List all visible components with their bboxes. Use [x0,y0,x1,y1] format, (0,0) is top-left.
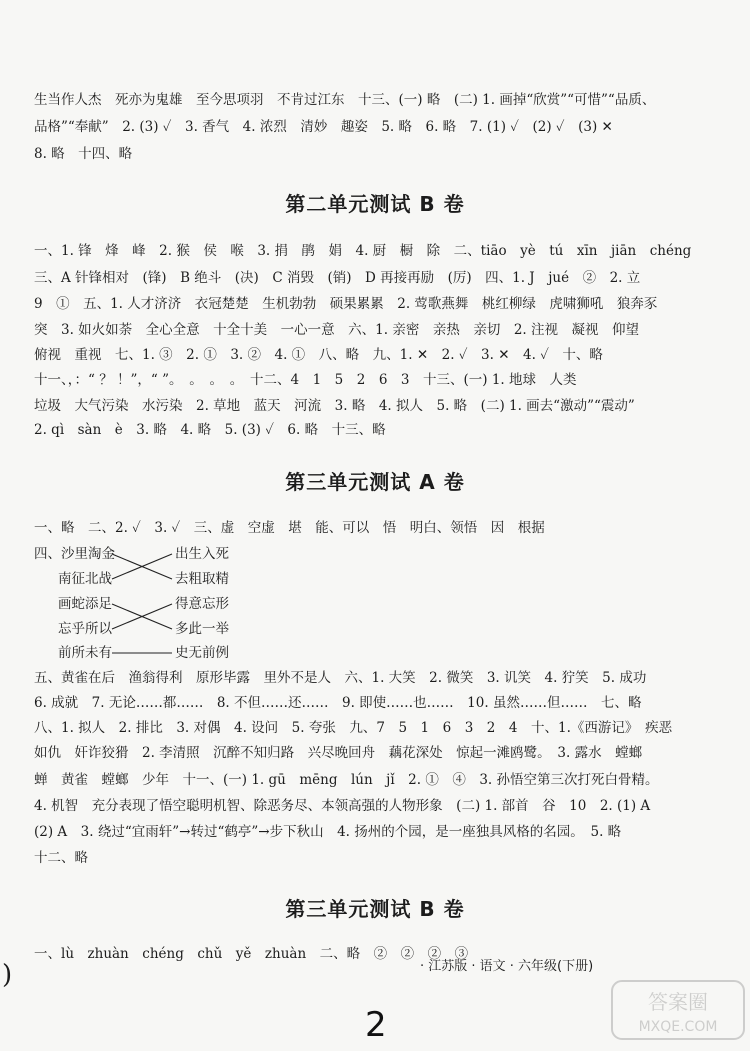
answer-line: 如仇 奸诈狡猾 2. 李清照 沉醉不知归路 兴尽晚回舟 藕花深处 惊起一滩鸥鹭。 3. 露水 螳螂 [34,745,643,761]
answer-line: 6. 成就 7. 无论……都…… 8. 不但……还…… 9. 即使……也…… 10. 虽然……但…… 七、略 [34,695,642,711]
svg-text:答案圈: 答案圈 [648,990,708,1014]
section-heading: 第三单元测试 A 卷 [285,470,465,494]
match-left-item: 南征北战 [58,571,112,587]
answer-line: 十一、，：“ ？ ！”，“ ”。 。 。 。 十二、4 1 5 2 6 3 十三、(一) 1. 地球 人类 [34,372,577,388]
match-left-item: 画蛇添足 [58,596,112,612]
answer-line: 9 ① 五、1. 人才济济 衣冠楚楚 生机勃勃 硕果累累 2. 莺歌燕舞 桃红柳绿 虎啸狮吼 狼奔豕 [34,296,658,312]
answer-line: 一、lù zhuàn chéng chǔ yě zhuàn 二、略 ② ② ② ③ [34,946,469,962]
answer-line: 生当作人杰 死亦为鬼雄 至今思项羽 不肯过江东 十三、(一) 略 (二) 1. 画掉“欣赏”“可惜”“品质、 [34,92,656,108]
svg-text:MXQE.COM: MXQE.COM [638,1019,718,1035]
section-heading: 第三单元测试 B 卷 [285,897,465,921]
answer-line: (2) A 3. 绕过“宜雨轩”→转过“鹤亭”→步下秋山 4. 扬州的个园，是一座独具风格的名园。 5. 略 [34,824,622,840]
answer-line: 品格”“奉献” 2. (3) ✓ 3. 香气 4. 浓烈 清妙 趣姿 5. 略 6. 略 7. (1) ✓ (2) ✓ (3) ✕ [34,119,613,135]
page-number: 2 [365,1005,387,1045]
match-right-item: 去粗取精 [175,571,229,587]
answer-line: 十二、略 [34,850,88,866]
scan-mark: ) [2,960,13,990]
answer-line: 垃圾 大气污染 水污染 2. 草地 蓝天 河流 3. 略 4. 拟人 5. 略 (二) 1. 画去“激动”“震动” [34,398,635,414]
answer-line: 突 3. 如火如荼 全心全意 十全十美 一心一意 六、1. 亲密 亲热 亲切 2. 注视 凝视 仰望 [34,322,640,338]
match-right-item: 史无前例 [175,645,229,661]
match-left-item: 忘乎所以 [58,621,112,637]
match-right-item: 得意忘形 [175,596,229,612]
answer-line: 一、1. 锋 烽 峰 2. 猴 侯 喉 3. 捐 鹃 娟 4. 厨 橱 除 二、tiāo yè tú xīn jiān chéng [34,243,692,259]
answer-line: 8. 略 十四、略 [34,146,133,162]
match-right-item: 多此一举 [175,621,229,637]
answer-line: 4. 机智 充分表现了悟空聪明机智、除恶务尽、本领高强的人物形象 (二) 1. 部首 谷 10 2. (1) A [34,798,651,814]
watermark-logo [610,975,746,1045]
answer-line: 2. qì sàn è 3. 略 4. 略 5. (3) ✓ 6. 略 十三、略 [34,422,386,438]
match-left-item: 四、沙里淘金 [34,546,115,562]
match-left-item: 前所未有 [58,645,112,661]
match-right-item: 出生入死 [175,546,229,562]
answer-line: 八、1. 拟人 2. 排比 3. 对偶 4. 设问 5. 夸张 九、7 5 1 6 3 2 4 十、1.《西游记》 疾恶 [34,720,673,736]
answer-line: 蝉 黄雀 螳螂 少年 十一、(一) 1. gū mēng lún jǐ 2. ① ④ 3. 孙悟空第三次打死白骨精。 [34,772,659,788]
answer-line: 一、略 二、2. ✓ 3. ✓ 三、虚 空虚 堪 能、可以 悟 明白、领悟 因 根据 [34,520,545,536]
answer-line: 五、黄雀在后 渔翁得利 原形毕露 里外不是人 六、1. 大笑 2. 微笑 3. 讥笑 4. 狞笑 5. 成功 [34,670,647,686]
footer-edition: · 江苏版 · 语文 · 六年级(下册) [420,959,594,974]
answer-line: 俯视 重视 七、1. ③ 2. ① 3. ② 4. ① 八、略 九、1. ✕ 2. ✓ 3. ✕ 4. ✓ 十、略 [34,347,603,363]
answer-line: 三、A 针锋相对 (锋) B 绝斗 (决) C 消毁 (销) D 再接再励 (厉) 四、1. J jué ② 2. 立 [34,270,641,286]
section-heading: 第二单元测试 B 卷 [285,192,465,216]
